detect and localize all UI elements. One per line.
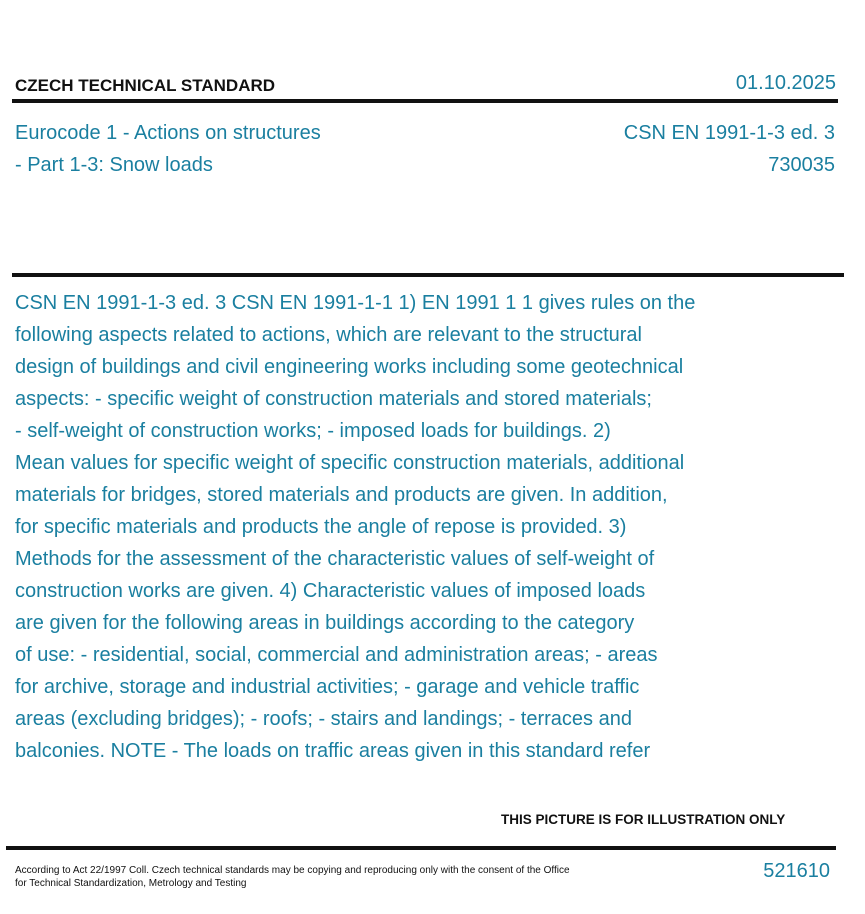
abstract-line: CSN EN 1991-1-3 ed. 3 CSN EN 1991-1-1 1) EN 1991 1 1 gives rules on the — [15, 292, 696, 314]
document-title — [15, 117, 435, 181]
abstract-line: materials for bridges, stored materials and products are given. In addition, — [15, 484, 668, 506]
abstract-line: aspects: - specific weight of construction materials and stored materials; — [15, 388, 652, 410]
abstract-line: for archive, storage and industrial activities; - garage and vehicle traffic — [15, 676, 640, 698]
document-identifier — [624, 117, 835, 181]
abstract-line: are given for the following areas in buildings according to the category — [15, 612, 635, 634]
abstract-line: for specific materials and products the angle of repose is provided. 3) — [15, 516, 627, 538]
content-divider — [12, 273, 844, 277]
class-number: 730035 — [768, 154, 835, 176]
abstract-line: areas (excluding bridges); - roofs; - stairs and landings; - terraces and — [15, 708, 632, 730]
standard-type-heading: CZECH TECHNICAL STANDARD — [15, 76, 276, 95]
header-divider — [12, 99, 838, 103]
abstract-line: Mean values for specific weight of specific construction materials, additional — [15, 452, 685, 474]
catalog-number: 521610 — [763, 860, 830, 882]
abstract-line: - self-weight of construction works; - imposed loads for buildings. 2) — [15, 420, 611, 442]
document-title-line: - Part 1-3: Snow loads — [15, 154, 213, 176]
standard-code: CSN EN 1991-1-3 ed. 3 — [623, 122, 835, 144]
abstract-line: design of buildings and civil engineering works including some geotechnical — [15, 356, 684, 378]
abstract-line: balconies. NOTE - The loads on traffic areas given in this standard refer — [15, 740, 651, 762]
document-title-line: Eurocode 1 - Actions on structures — [15, 122, 321, 144]
publication-date: 01.10.2025 — [735, 72, 836, 94]
abstract-line: following aspects related to actions, which are relevant to the structural — [15, 324, 642, 346]
illustration-disclaimer: THIS PICTURE IS FOR ILLUSTRATION ONLY — [501, 812, 786, 827]
abstract-text — [15, 287, 790, 767]
abstract-line: Methods for the assessment of the characteristic values of self-weight of — [15, 548, 655, 570]
legal-notice — [15, 864, 615, 890]
abstract-line: of use: - residential, social, commercial and administration areas; - areas — [15, 644, 658, 666]
legal-notice-line: According to Act 22/1997 Coll. Czech technical standards may be copying and reproducing only with the consent of the Office — [15, 865, 570, 876]
footer-divider — [6, 846, 836, 850]
legal-notice-line: for Technical Standardization, Metrology and Testing — [15, 878, 247, 889]
abstract-line: construction works are given. 4) Characteristic values of imposed loads — [15, 580, 646, 602]
